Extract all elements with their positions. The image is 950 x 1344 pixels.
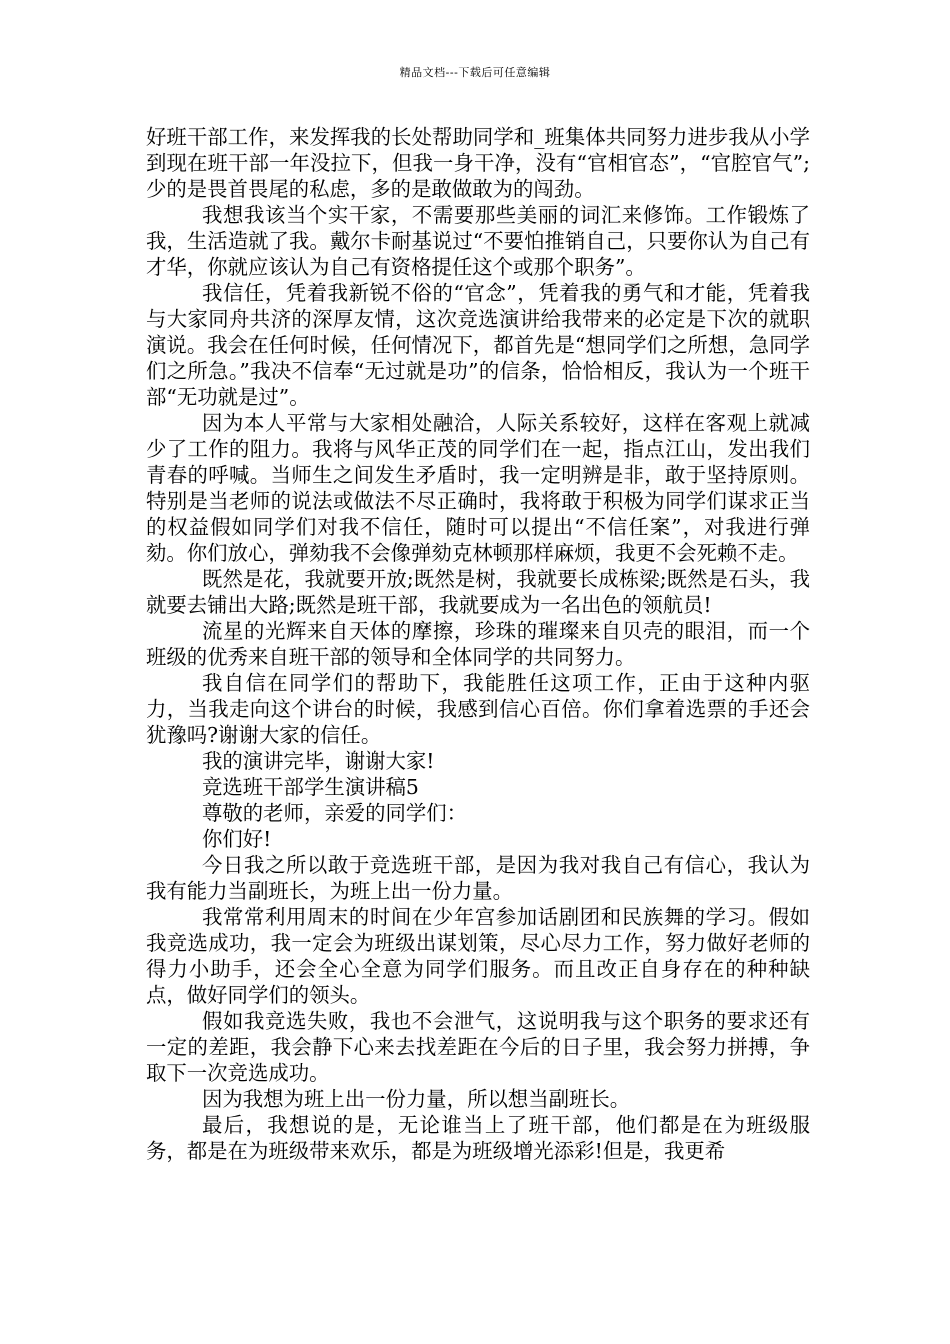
paragraph: 因为本人平常与大家相处融洽，人际关系较好，这样在客观上就减少了工作的阻力。我将与风华正茂的同学们在一起，指点江山，发出我们青春的呼喊。当师生之间发生矛盾时，我一定明辨是非，敢于坚持原则。特别是当老师的说法或做法不尽正确时，我将敢于积极为同学们谋求正当的权益假如同学们对我不信任，随时可以提出“不信任案”，对我进行弹劾。你们放心，弹劾我不会像弹劾克林顿那样麻烦，我更不会死赖不走。 <box>146 411 810 565</box>
paragraph: 好班干部工作，来发挥我的长处帮助同学和_班集体共同努力进步我从小学到现在班干部一年没拉下，但我一身干净，没有“官相官态”，“官腔官气”;少的是畏首畏尾的私虑，多的是敢做敢为的闯劲。 <box>146 125 810 201</box>
paragraph: 我的演讲完毕，谢谢大家! <box>202 749 435 773</box>
paragraph: 我自信在同学们的帮助下，我能胜任这项工作，正由于这种内驱力，当我走向这个讲台的时候，我感到信心百倍。你们拿着选票的手还会犹豫吗?谢谢大家的信任。 <box>146 671 810 747</box>
paragraph: 因为我想为班上出一份力量，所以想当副班长。 <box>202 1087 631 1111</box>
page-header: 精品文档---下载后可任意编辑 <box>399 66 551 79</box>
paragraph: 今日我之所以敢于竞选班干部，是因为我对我自己有信心，我认为我有能力当副班长，为班上出一份力量。 <box>146 853 810 903</box>
paragraph: 既然是花，我就要开放;既然是树，我就要长成栋梁;既然是石头，我就要去铺出大路;既然是班干部，我就要成为一名出色的领航员! <box>146 567 810 617</box>
paragraph: 流星的光辉来自天体的摩擦，珍珠的璀璨来自贝壳的眼泪，而一个班级的优秀来自班干部的领导和全体同学的共同努力。 <box>146 619 810 669</box>
greeting: 你们好! <box>202 827 272 851</box>
section-title: 竞选班干部学生演讲稿5 <box>202 775 419 799</box>
paragraph: 最后，我想说的是，无论谁当上了班干部，他们都是在为班级服务，都是在为班级带来欢乐，都是为班级增光添彩!但是，我更希 <box>146 1113 810 1163</box>
paragraph: 我信任，凭着我新锐不俗的“官念”，凭着我的勇气和才能，凭着我与大家同舟共济的深厚友情，这次竞选演讲给我带来的必定是下次的就职演说。我会在任何时候，任何情况下，都首先是“想同学们之所想，急同学们之所急。”我决不信奉“无过就是功”的信条，恰恰相反，我认为一个班干部“无功就是过”。 <box>146 281 810 409</box>
document-body <box>146 124 810 1164</box>
paragraph: 假如我竞选失败，我也不会泄气，这说明我与这个职务的要求还有一定的差距，我会静下心来去找差距在今后的日子里，我会努力拼搏，争取下一次竞选成功。 <box>146 1009 810 1085</box>
salutation: 尊敬的老师，亲爱的同学们： <box>202 801 468 825</box>
paragraph: 我想我该当个实干家，不需要那些美丽的词汇来修饰。工作锻炼了我，生活造就了我。戴尔卡耐基说过“不要怕推销自己，只要你认为自己有才华，你就应该认为自己有资格提任这个或那个职务”。 <box>146 203 810 279</box>
paragraph: 我常常利用周末的时间在少年宫参加话剧团和民族舞的学习。假如我竞选成功，我一定会为班级出谋划策，尽心尽力工作，努力做好老师的得力小助手，还会全心全意为同学们服务。而且改正自身存在的种种缺点，做好同学们的领头。 <box>146 905 810 1007</box>
